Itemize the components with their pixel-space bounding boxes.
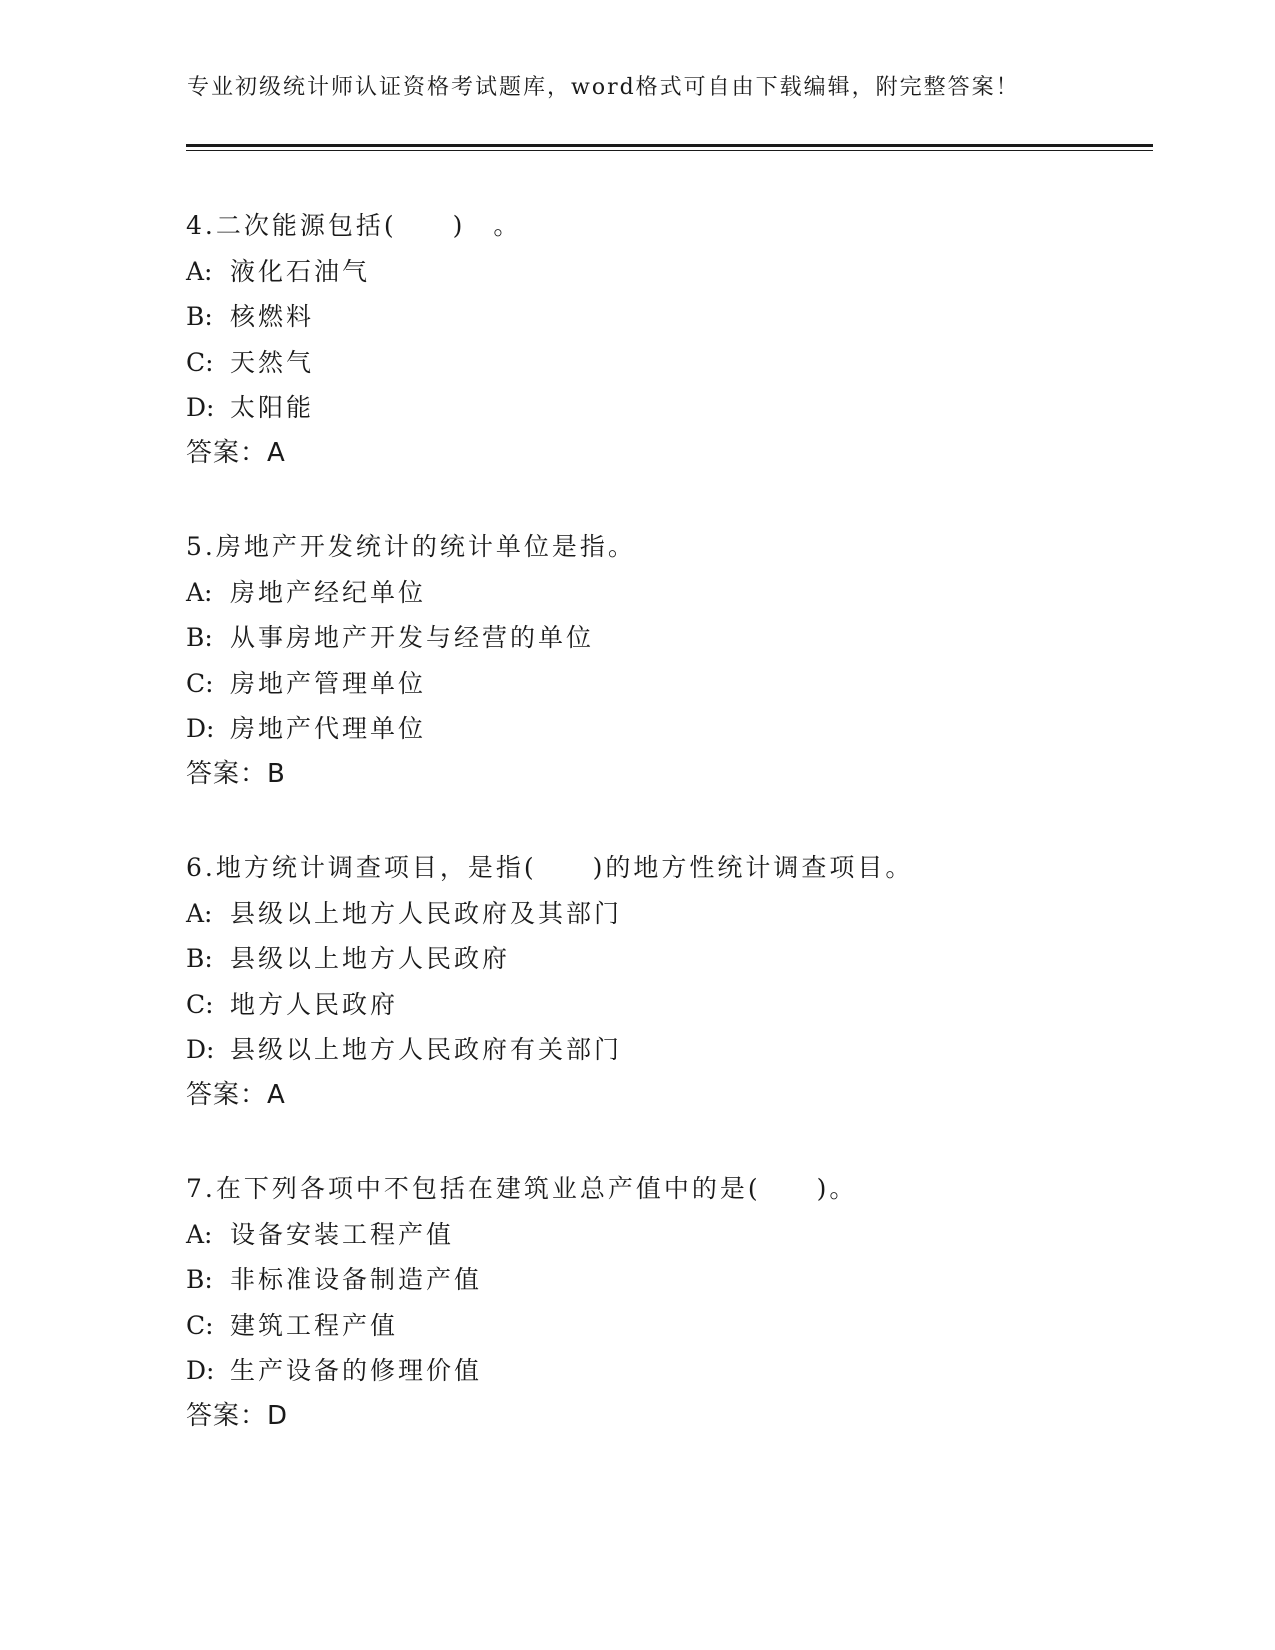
option-a	[186, 249, 1146, 295]
question-stem: 4.二次能源包括( ) 。	[186, 211, 522, 240]
answer-line: 答案：A	[186, 1079, 286, 1110]
option-b	[186, 936, 1146, 982]
option-c	[186, 340, 1146, 386]
option-key: A:	[186, 1219, 213, 1249]
question-stem: 6.地方统计调查项目，是指( )的地方性统计调查项目。	[186, 853, 914, 882]
question-5	[186, 524, 1146, 797]
option-text: 生产设备的修理价值	[230, 1356, 483, 1385]
option-d	[186, 1348, 1146, 1394]
question-6	[186, 845, 1146, 1118]
option-c	[186, 661, 1146, 707]
option-text: 房地产管理单位	[230, 668, 427, 698]
page-header: 专业初级统计师认证资格考试题库，word格式可自由下载编辑，附完整答案！	[187, 75, 1020, 100]
option-b	[186, 1257, 1146, 1303]
answer-line: 答案：B	[186, 758, 286, 789]
header-rule-thin	[186, 150, 1153, 151]
question-stem: 7.在下列各项中不包括在建筑业总产值中的是( )。	[186, 1174, 858, 1203]
option-a	[186, 891, 1146, 937]
option-d	[186, 1027, 1146, 1073]
option-key: A:	[186, 256, 213, 286]
option-key: D:	[186, 1356, 215, 1385]
option-a	[186, 1212, 1146, 1258]
option-key: B:	[186, 302, 213, 331]
option-key: D:	[186, 1035, 215, 1064]
option-text: 核燃料	[230, 302, 315, 331]
option-text: 天然气	[230, 347, 315, 377]
option-text: 太阳能	[230, 393, 315, 422]
question-7	[186, 1166, 1146, 1439]
option-key: B:	[186, 944, 213, 973]
option-text: 县级以上地方人民政府有关部门	[230, 1035, 623, 1064]
option-text: 建筑工程产值	[230, 1310, 399, 1340]
option-text: 房地产代理单位	[230, 714, 427, 743]
header-rule-thick	[186, 144, 1153, 147]
question-stem: 5.房地产开发统计的统计单位是指。	[186, 532, 636, 561]
option-c	[186, 982, 1146, 1028]
option-key: B:	[186, 1265, 213, 1294]
option-text: 房地产经纪单位	[230, 577, 427, 607]
answer-line: 答案：A	[186, 437, 286, 468]
option-key: D:	[186, 714, 215, 743]
option-text: 县级以上地方人民政府及其部门	[230, 898, 623, 928]
answer-line: 答案：D	[186, 1400, 289, 1431]
option-b	[186, 294, 1146, 340]
option-key: D:	[186, 393, 215, 422]
option-text: 从事房地产开发与经营的单位	[230, 623, 595, 652]
question-4	[186, 203, 1146, 476]
option-d	[186, 706, 1146, 752]
option-text: 液化石油气	[230, 256, 371, 286]
option-key: C:	[186, 1310, 214, 1340]
option-c	[186, 1303, 1146, 1349]
option-key: B:	[186, 623, 213, 652]
option-a	[186, 570, 1146, 616]
option-key: A:	[186, 577, 213, 607]
option-text: 地方人民政府	[230, 989, 399, 1019]
option-key: C:	[186, 668, 214, 698]
option-text: 县级以上地方人民政府	[230, 944, 511, 973]
option-key: C:	[186, 989, 214, 1019]
option-key: C:	[186, 347, 214, 377]
option-b	[186, 615, 1146, 661]
option-text: 非标准设备制造产值	[230, 1265, 483, 1294]
question-list	[186, 203, 1146, 1487]
option-key: A:	[186, 898, 213, 928]
option-d	[186, 385, 1146, 431]
option-text: 设备安装工程产值	[230, 1219, 455, 1249]
